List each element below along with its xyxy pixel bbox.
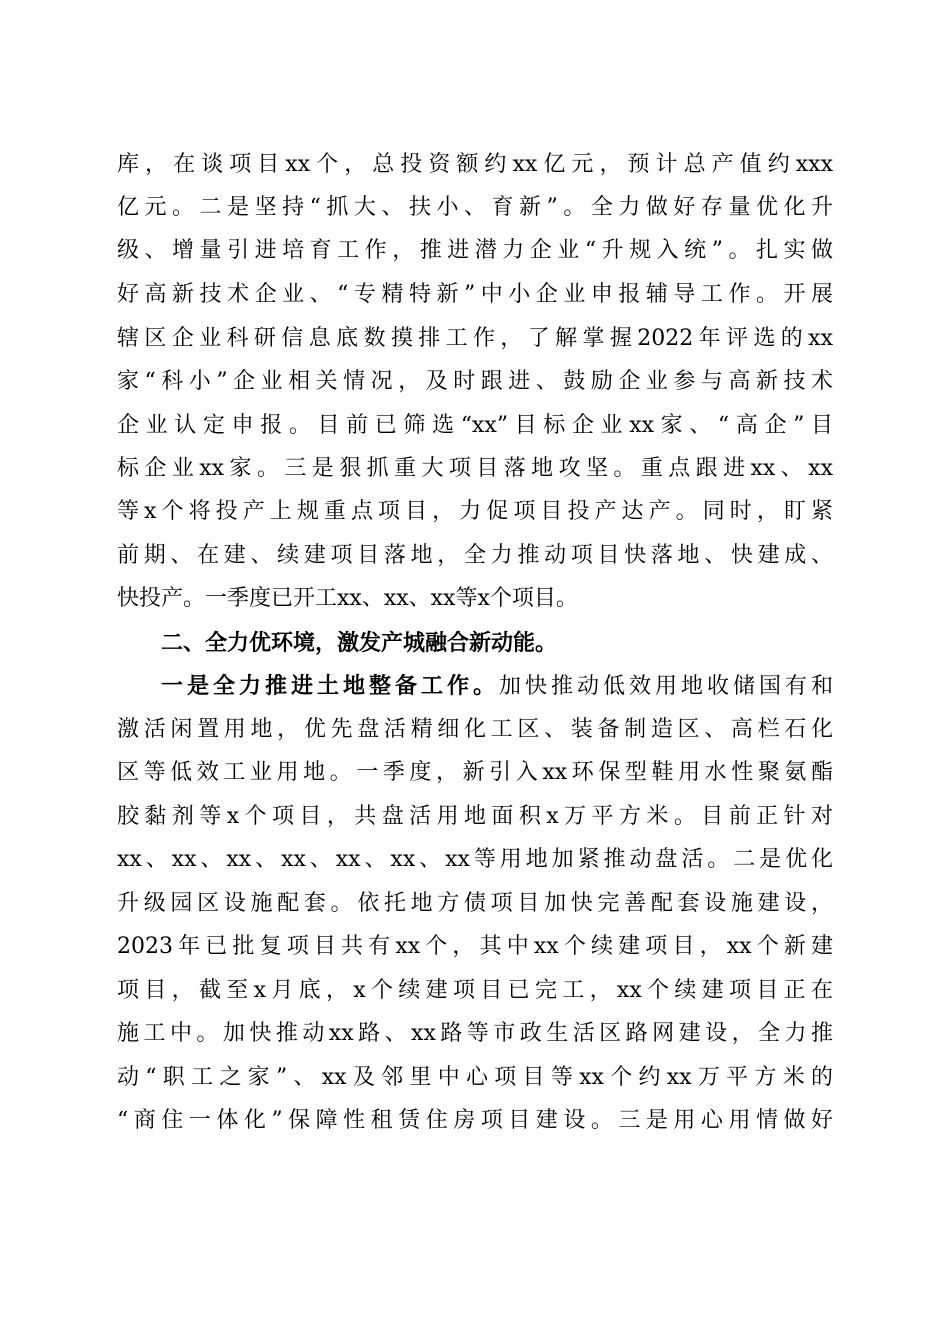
section-line-1: 激活闲置用地，优先盘活精细化工区、装备制造区、高栏石化 (117, 717, 833, 742)
body-line-6: 家“科小”企业相关情况，及时跟进、鼓励企业参与高新技术 (117, 369, 833, 394)
body-line-5: 辖区企业科研信息底数摸排工作，了解掌握2022年评选的xx (117, 326, 833, 351)
body-line-2: 亿元。二是坚持“抓大、扶小、育新”。全力做好存量优化升 (117, 195, 833, 220)
body-line-4: 好高新技术企业、“专精特新”中小企业申报辅导工作。开展 (117, 282, 833, 307)
section-line-2: 区等低效工业用地。一季度，新引入xx环保型鞋用水性聚氨酯 (117, 760, 833, 785)
body-line-1: 库，在谈项目xx个，总投资额约xx亿元，预计总产值约xxx (117, 152, 833, 177)
section-line-5: 升级园区设施配套。依托地方债项目加快完善配套设施建设， (117, 891, 833, 916)
body-line-3: 级、增量引进培育工作，推进潜力企业“升规入统”。扎实做 (117, 238, 833, 263)
body-line-7: 企业认定申报。目前已筛选“xx”目标企业xx家、“高企”目 (117, 413, 833, 438)
section-lead: 一是全力推进土地整备工作。 (161, 673, 499, 699)
body-line-9: 等x个将投产上规重点项目，力促项目投产达产。同时，盯紧 (117, 499, 833, 524)
body-line-8: 标企业xx家。三是狠抓重大项目落地攻坚。重点跟进xx、xx (117, 456, 833, 481)
section-heading: 二、全力优环境，激发产城融合新动能。 (161, 630, 558, 656)
section-line-9: 动“职工之家”、xx及邻里中心项目等xx个约xx万平方米的 (117, 1065, 833, 1090)
body-line-11: 快投产。一季度已开工xx、xx、xx等x个项目。 (117, 586, 578, 611)
section-first-line (161, 671, 833, 701)
section-line-10: “商住一体化”保障性租赁住房项目建设。三是用心用情做好 (117, 1108, 833, 1133)
section-line-4: xx、xx、xx、xx、xx、xx、xx等用地加紧推动盘活。二是优化 (117, 847, 833, 872)
section-first-line-rest: 加快推动低效用地收储国有和 (499, 674, 833, 699)
section-line-7: 项目，截至x月底，x个续建项目已完工，xx个续建项目正在 (117, 978, 833, 1003)
section-line-3: 胶黏剂等x个项目，共盘活用地面积x万平方米。目前正针对 (117, 804, 833, 829)
body-line-10: 前期、在建、续建项目落地，全力推动项目快落地、快建成、 (117, 543, 833, 568)
section-line-8: 施工中。加快推动xx路、xx路等市政生活区路网建设，全力推 (117, 1021, 833, 1046)
section-line-6: 2023年已批复项目共有xx个，其中xx个续建项目，xx个新建 (117, 934, 833, 959)
